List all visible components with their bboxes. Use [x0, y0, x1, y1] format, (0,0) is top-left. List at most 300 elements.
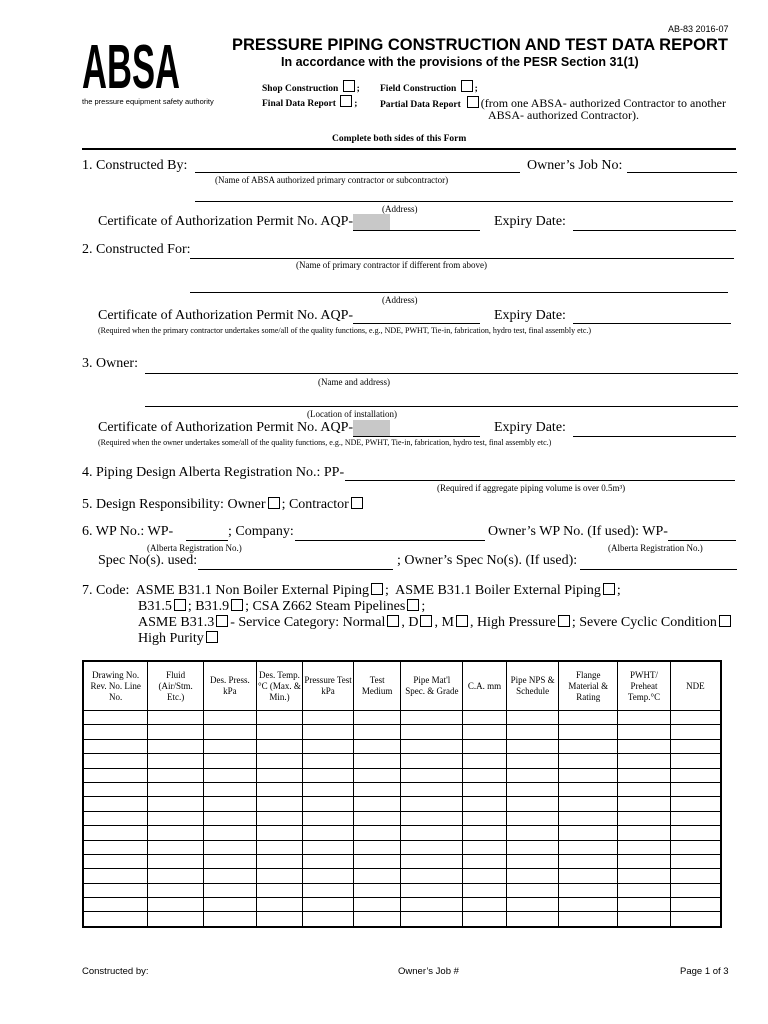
table-cell[interactable] — [559, 912, 618, 927]
table-cell[interactable] — [256, 869, 303, 883]
instruction-text: Complete both sides of this Form — [332, 134, 467, 144]
table-cell[interactable] — [83, 768, 148, 782]
table-cell[interactable] — [506, 754, 559, 768]
table-cell[interactable] — [559, 811, 618, 825]
logo-tagline: the pressure equipment safety authority — [82, 97, 214, 106]
table-cell[interactable] — [506, 768, 559, 782]
section5-row: 5. Design Responsibility: Owner ; Contractor — [82, 497, 365, 513]
table-cell[interactable] — [204, 725, 257, 739]
owners-job-field[interactable] — [627, 172, 737, 173]
table-cell[interactable] — [353, 912, 401, 927]
table-row — [83, 912, 721, 927]
table-cell[interactable] — [463, 883, 507, 897]
table-cell[interactable] — [670, 869, 721, 883]
table-cell[interactable] — [559, 797, 618, 811]
form-code: AB-83 2016-07 — [668, 24, 729, 34]
table-cell[interactable] — [401, 725, 463, 739]
table-cell[interactable] — [256, 826, 303, 840]
table-row — [83, 898, 721, 912]
table-cell[interactable] — [148, 782, 204, 796]
table-cell[interactable] — [83, 898, 148, 912]
owner-checkbox[interactable] — [268, 497, 280, 509]
table-row — [83, 782, 721, 796]
table-row — [83, 711, 721, 725]
section3-cert-label: Certificate of Authorization Permit No. AQP- — [98, 420, 354, 435]
table-cell[interactable] — [559, 898, 618, 912]
csa-label: ; CSA Z662 Steam Pipelines — [245, 599, 406, 614]
section1-name-hint: (Name of ABSA authorized primary contractor or subcontractor) — [215, 175, 449, 185]
section3-expiry-label: Expiry Date: — [494, 420, 566, 435]
csa-checkbox[interactable] — [407, 599, 419, 611]
table-cell[interactable] — [463, 854, 507, 868]
table-cell[interactable] — [559, 840, 618, 854]
form-title: PRESSURE PIPING CONSTRUCTION AND TEST DATA REPORT — [232, 36, 728, 54]
table-cell[interactable] — [83, 869, 148, 883]
section2-label: 2. Constructed For: — [82, 242, 191, 257]
table-cell[interactable] — [463, 711, 507, 725]
table-cell[interactable] — [506, 797, 559, 811]
partial-data-report-label: Partial Data Report — [380, 100, 461, 110]
table-cell[interactable] — [83, 826, 148, 840]
table-cell[interactable] — [353, 826, 401, 840]
table-cell[interactable] — [618, 811, 671, 825]
final-data-report-checkbox[interactable] — [340, 95, 352, 107]
table-cell[interactable] — [618, 840, 671, 854]
column-header: Des. Press. kPa — [204, 661, 257, 711]
table-cell[interactable] — [256, 782, 303, 796]
table-cell[interactable] — [353, 711, 401, 725]
table-cell[interactable] — [559, 711, 618, 725]
table-cell[interactable] — [401, 854, 463, 868]
section2-expiry-field[interactable] — [573, 323, 731, 324]
table-row — [83, 754, 721, 768]
section1-expiry-field[interactable] — [573, 230, 736, 231]
b315-label: B31.5 — [138, 599, 172, 614]
table-cell[interactable] — [506, 898, 559, 912]
table-cell[interactable] — [463, 840, 507, 854]
table-cell[interactable] — [670, 782, 721, 796]
table-cell[interactable] — [401, 711, 463, 725]
table-cell[interactable] — [506, 739, 559, 753]
table-cell[interactable] — [559, 782, 618, 796]
table-cell[interactable] — [256, 725, 303, 739]
high-purity-checkbox[interactable] — [206, 631, 218, 643]
table-cell[interactable] — [256, 840, 303, 854]
section5-label: 5. Design Responsibility: — [82, 497, 224, 512]
table-cell[interactable] — [463, 826, 507, 840]
table-cell[interactable] — [204, 739, 257, 753]
table-cell[interactable] — [463, 782, 507, 796]
table-cell[interactable] — [559, 869, 618, 883]
section1-address-field[interactable] — [195, 201, 733, 202]
table-cell[interactable] — [148, 768, 204, 782]
table-cell[interactable] — [303, 739, 354, 753]
table-cell[interactable] — [670, 811, 721, 825]
table-cell[interactable] — [148, 840, 204, 854]
section1-label: 1. Constructed By: — [82, 158, 188, 173]
spec-used-label: Spec No(s). used: — [98, 553, 198, 568]
table-cell[interactable] — [506, 811, 559, 825]
high-pressure-checkbox[interactable] — [558, 615, 570, 627]
table-cell[interactable] — [401, 826, 463, 840]
table-cell[interactable] — [303, 811, 354, 825]
constructed-by-field[interactable] — [195, 172, 520, 173]
table-cell[interactable] — [204, 898, 257, 912]
section3-name-hint: (Name and address) — [318, 377, 390, 387]
table-cell[interactable] — [401, 797, 463, 811]
table-cell[interactable] — [506, 840, 559, 854]
table-cell[interactable] — [618, 711, 671, 725]
section1-cert-shaded — [353, 214, 390, 231]
table-cell[interactable] — [559, 754, 618, 768]
wp-no-field[interactable] — [186, 540, 228, 541]
owner-wp-label: Owner’s WP No. (If used): WP- — [488, 524, 668, 539]
b319-checkbox[interactable] — [231, 599, 243, 611]
m-label: , M — [434, 615, 454, 630]
table-cell[interactable] — [148, 869, 204, 883]
table-cell[interactable] — [204, 826, 257, 840]
owner-spec-label: ; Owner’s Spec No(s). (If used): — [397, 553, 578, 568]
service-normal-label: - Service Category: Normal — [230, 615, 386, 630]
table-cell[interactable] — [148, 797, 204, 811]
table-row — [83, 854, 721, 868]
normal-checkbox[interactable] — [387, 615, 399, 627]
partial-note-line1: (from one ABSA- authorized Contractor to another — [480, 96, 727, 110]
table-cell[interactable] — [303, 768, 354, 782]
section2-name-hint: (Name of primary contractor if different from above) — [296, 260, 487, 270]
table-cell[interactable] — [148, 725, 204, 739]
table-cell[interactable] — [83, 854, 148, 868]
table-cell[interactable] — [148, 754, 204, 768]
location-field[interactable] — [145, 406, 738, 407]
table-cell[interactable] — [463, 739, 507, 753]
code-row-3 — [138, 615, 733, 631]
table-cell[interactable] — [204, 869, 257, 883]
table-cell[interactable] — [353, 782, 401, 796]
table-cell[interactable] — [670, 898, 721, 912]
table-cell[interactable] — [83, 912, 148, 927]
company-field[interactable] — [295, 540, 485, 541]
table-cell[interactable] — [256, 854, 303, 868]
logo-text: ABSA — [82, 36, 180, 92]
table-cell[interactable] — [506, 854, 559, 868]
table-row — [83, 725, 721, 739]
table-row — [83, 840, 721, 854]
section1-cert-label: Certificate of Authorization Permit No. AQP- — [98, 214, 354, 229]
table-cell[interactable] — [204, 782, 257, 796]
table-cell[interactable] — [148, 826, 204, 840]
section1-address-hint: (Address) — [382, 204, 418, 214]
b313-checkbox[interactable] — [216, 615, 228, 627]
table-cell[interactable] — [670, 840, 721, 854]
table-cell[interactable] — [83, 725, 148, 739]
table-cell[interactable] — [559, 854, 618, 868]
table-cell[interactable] — [256, 754, 303, 768]
table-cell[interactable] — [83, 782, 148, 796]
table-cell[interactable] — [670, 754, 721, 768]
table-row — [83, 869, 721, 883]
section1-cert-field[interactable] — [353, 230, 480, 231]
company-label: ; Company: — [228, 524, 294, 539]
table-cell[interactable] — [506, 826, 559, 840]
partial-note-line2: ABSA- authorized Contractor). — [488, 108, 639, 122]
section2-cert-label: Certificate of Authorization Permit No. AQP- — [98, 308, 354, 323]
section2-cert-field[interactable] — [353, 323, 480, 324]
table-cell[interactable] — [401, 883, 463, 897]
partial-data-report-checkbox[interactable] — [467, 96, 479, 108]
table-cell[interactable] — [670, 797, 721, 811]
d-checkbox[interactable] — [420, 615, 432, 627]
table-cell[interactable] — [401, 898, 463, 912]
table-cell[interactable] — [463, 811, 507, 825]
table-cell[interactable] — [670, 711, 721, 725]
final-data-report-option[interactable]: Final Data Report ; — [262, 95, 357, 109]
table-cell[interactable] — [303, 711, 354, 725]
b311-boiler-checkbox[interactable] — [603, 583, 615, 595]
table-cell[interactable] — [303, 826, 354, 840]
table-cell[interactable] — [83, 711, 148, 725]
table-cell[interactable] — [559, 725, 618, 739]
table-cell[interactable] — [303, 725, 354, 739]
table-cell[interactable] — [401, 840, 463, 854]
table-cell[interactable] — [670, 739, 721, 753]
table-cell[interactable] — [148, 898, 204, 912]
section6-label: 6. WP No.: WP- — [82, 524, 174, 539]
table-cell[interactable] — [353, 854, 401, 868]
table-row — [83, 826, 721, 840]
piping-design-reg-field[interactable] — [345, 480, 735, 481]
column-header: Test Medium — [353, 661, 401, 711]
contractor-checkbox[interactable] — [351, 497, 363, 509]
owner-spec-field[interactable] — [580, 569, 737, 570]
table-cell[interactable] — [256, 797, 303, 811]
table-cell[interactable] — [303, 898, 354, 912]
table-cell[interactable] — [204, 711, 257, 725]
column-header: Fluid (Air/Stm. Etc.) — [148, 661, 204, 711]
field-construction-label: Field Construction — [380, 84, 457, 94]
field-construction-option[interactable]: Field Construction ; — [380, 80, 478, 94]
high-pressure-label: , High Pressure — [469, 615, 556, 630]
table-cell[interactable] — [463, 768, 507, 782]
table-cell[interactable] — [670, 854, 721, 868]
b313-label: ASME B31.3 — [138, 615, 215, 630]
table-cell[interactable] — [401, 912, 463, 927]
table-cell[interactable] — [559, 826, 618, 840]
shop-construction-checkbox[interactable] — [343, 80, 355, 92]
table-cell[interactable] — [256, 883, 303, 897]
table-cell[interactable] — [256, 811, 303, 825]
table-cell[interactable] — [83, 811, 148, 825]
table-cell[interactable] — [618, 797, 671, 811]
table-cell[interactable] — [353, 739, 401, 753]
table-cell[interactable] — [204, 883, 257, 897]
table-cell[interactable] — [204, 912, 257, 927]
owner-option-label: Owner — [227, 497, 266, 512]
table-cell[interactable] — [401, 754, 463, 768]
table-cell[interactable] — [618, 826, 671, 840]
table-cell[interactable] — [303, 869, 354, 883]
table-cell[interactable] — [303, 912, 354, 927]
table-cell[interactable] — [353, 883, 401, 897]
table-cell[interactable] — [83, 840, 148, 854]
table-cell[interactable] — [148, 811, 204, 825]
table-cell[interactable] — [506, 711, 559, 725]
section3-location-hint: (Location of installation) — [307, 409, 397, 419]
table-cell[interactable] — [559, 768, 618, 782]
table-cell[interactable] — [256, 739, 303, 753]
table-cell[interactable] — [506, 883, 559, 897]
table-cell[interactable] — [303, 840, 354, 854]
table-cell[interactable] — [204, 768, 257, 782]
table-cell[interactable] — [670, 883, 721, 897]
table-cell[interactable] — [670, 768, 721, 782]
owners-job-label: Owner’s Job No: — [527, 158, 623, 173]
b319-label: ; B31.9 — [187, 599, 230, 614]
table-cell[interactable] — [303, 754, 354, 768]
header-divider — [82, 148, 736, 150]
table-cell[interactable] — [353, 840, 401, 854]
table-cell[interactable] — [148, 711, 204, 725]
table-cell[interactable] — [353, 768, 401, 782]
table-cell[interactable] — [618, 768, 671, 782]
column-header: Pipe NPS & Schedule — [506, 661, 559, 711]
table-cell[interactable] — [148, 739, 204, 753]
table-cell[interactable] — [559, 739, 618, 753]
section3-cert-shaded — [353, 420, 390, 437]
table-cell[interactable] — [303, 797, 354, 811]
table-cell[interactable] — [463, 754, 507, 768]
section2-expiry-label: Expiry Date: — [494, 308, 566, 323]
code-row-1: 7. Code: ASME B31.1 Non Boiler External Piping ; ASME B31.1 Boiler External Piping ; — [82, 583, 621, 598]
table-cell[interactable] — [204, 854, 257, 868]
table-cell[interactable] — [353, 725, 401, 739]
table-cell[interactable] — [559, 883, 618, 897]
table-cell[interactable] — [303, 883, 354, 897]
table-cell[interactable] — [204, 811, 257, 825]
table-cell[interactable] — [401, 869, 463, 883]
owner-field[interactable] — [145, 373, 738, 374]
table-cell[interactable] — [463, 725, 507, 739]
section2-address-field[interactable] — [190, 292, 728, 293]
table-header-row — [83, 661, 721, 711]
table-cell[interactable] — [618, 898, 671, 912]
column-header: Pressure Test kPa — [303, 661, 354, 711]
column-header: PWHT/ Preheat Temp.°C — [618, 661, 671, 711]
table-cell[interactable] — [353, 898, 401, 912]
column-header: NDE — [670, 661, 721, 711]
severe-cyclic-label: ; Severe Cyclic Condition — [571, 615, 717, 630]
table-cell[interactable] — [670, 725, 721, 739]
table-cell[interactable] — [83, 883, 148, 897]
table-cell[interactable] — [256, 711, 303, 725]
section2-address-hint: (Address) — [382, 295, 418, 305]
column-header: Drawing No. Rev. No. Line No. — [83, 661, 148, 711]
column-header: Pipe Mat'l Spec. & Grade — [401, 661, 463, 711]
section3-expiry-field[interactable] — [573, 436, 736, 437]
b311-boiler-label: ASME B31.1 Boiler External Piping — [395, 583, 601, 598]
field-construction-checkbox[interactable] — [461, 80, 473, 92]
b311-nonboiler-label: ASME B31.1 Non Boiler External Piping — [135, 583, 370, 598]
table-cell[interactable] — [618, 739, 671, 753]
footer-constructed-by: Constructed by: — [82, 966, 149, 977]
table-cell[interactable] — [353, 797, 401, 811]
shop-construction-option[interactable]: Shop Construction ; — [262, 80, 360, 94]
code-row-4 — [138, 631, 220, 647]
table-cell[interactable] — [204, 754, 257, 768]
section7-label: 7. Code: — [82, 583, 130, 598]
table-cell[interactable] — [148, 912, 204, 927]
table-cell[interactable] — [204, 797, 257, 811]
table-cell[interactable] — [353, 811, 401, 825]
table-cell[interactable] — [401, 782, 463, 796]
b311-nonboiler-checkbox[interactable] — [371, 583, 383, 595]
table-cell[interactable] — [256, 912, 303, 927]
table-cell[interactable] — [670, 826, 721, 840]
table-cell[interactable] — [256, 898, 303, 912]
section3-note: (Required when the owner undertakes some/all of the quality functions, e.g., NDE, PWHT, Tie-in, fabrication, hydro test, final assembly etc.) — [98, 438, 552, 447]
table-cell[interactable] — [353, 754, 401, 768]
footer-page-number: Page 1 of 3 — [680, 966, 729, 977]
form-subtitle: In accordance with the provisions of the PESR Section 31(1) — [281, 55, 639, 69]
table-cell[interactable] — [303, 854, 354, 868]
table-cell[interactable] — [83, 797, 148, 811]
table-cell[interactable] — [506, 725, 559, 739]
footer-owners-job: Owner’s Job # — [398, 966, 459, 977]
owner-wp-field[interactable] — [668, 540, 736, 541]
table-cell[interactable] — [618, 883, 671, 897]
table-cell[interactable] — [401, 811, 463, 825]
table-cell[interactable] — [303, 782, 354, 796]
table-cell[interactable] — [83, 754, 148, 768]
spec-used-field[interactable] — [198, 569, 393, 570]
section1-expiry-label: Expiry Date: — [494, 214, 566, 229]
table-cell[interactable] — [506, 869, 559, 883]
table-cell[interactable] — [463, 797, 507, 811]
table-cell[interactable] — [463, 898, 507, 912]
absa-logo-graphic — [82, 36, 232, 92]
section3-cert-field[interactable] — [353, 436, 480, 437]
column-header: C.A. mm — [463, 661, 507, 711]
b315-checkbox[interactable] — [174, 599, 186, 611]
contractor-option-label: Contractor — [288, 497, 349, 512]
table-cell[interactable] — [401, 739, 463, 753]
table-cell[interactable] — [618, 912, 671, 927]
section4-label: 4. Piping Design Alberta Registration No.: PP- — [82, 465, 345, 480]
table-cell[interactable] — [618, 869, 671, 883]
table-cell[interactable] — [618, 725, 671, 739]
high-purity-label: High Purity — [138, 631, 204, 646]
section2-note: (Required when the primary contractor undertakes some/all of the quality functions, e.g., NDE, PWHT, Tie-in, fabrication, hydro test, final assembly etc.) — [98, 326, 592, 335]
table-cell[interactable] — [148, 883, 204, 897]
table-cell[interactable] — [506, 912, 559, 927]
table-cell[interactable] — [618, 782, 671, 796]
m-checkbox[interactable] — [456, 615, 468, 627]
table-cell[interactable] — [148, 854, 204, 868]
constructed-for-field[interactable] — [190, 258, 734, 259]
table-cell[interactable] — [670, 912, 721, 927]
table-cell[interactable] — [506, 782, 559, 796]
table-cell[interactable] — [463, 912, 507, 927]
table-cell[interactable] — [463, 869, 507, 883]
table-cell[interactable] — [401, 768, 463, 782]
table-cell[interactable] — [353, 869, 401, 883]
table-cell[interactable] — [256, 768, 303, 782]
table-cell[interactable] — [618, 754, 671, 768]
table-cell[interactable] — [83, 739, 148, 753]
table-cell[interactable] — [618, 854, 671, 868]
severe-cyclic-checkbox[interactable] — [719, 615, 731, 627]
table-cell[interactable] — [204, 840, 257, 854]
